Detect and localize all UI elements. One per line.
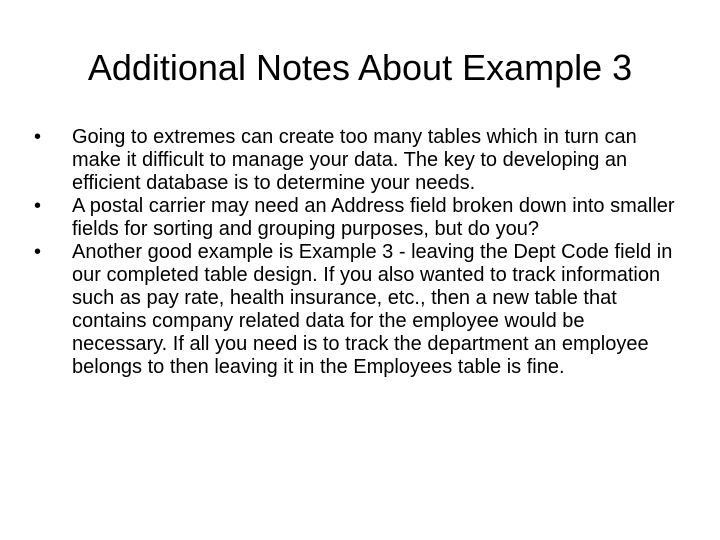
bullet-item — [34, 195, 684, 241]
slide-title: Additional Notes About Example 3 — [87, 47, 633, 88]
bullet-marker: • — [34, 126, 42, 148]
bullet-text: Going to extremes can create too many tables which in turn can make it difficult to manage your data. The key to developing an efficient database is to determine your needs. — [72, 126, 637, 194]
bullet-marker: • — [34, 195, 42, 217]
bullet-text: Another good example is Example 3 - leaving the Dept Code field in our completed table design. If you also wanted to track information such as pay rate, health insurance, etc., then a new table that contains company related data for the employee would be necessary. If all you need is to track the department an employee belongs to then leaving it in the Employees table is fine. — [72, 241, 673, 378]
bullet-item — [34, 241, 684, 379]
bullet-list — [34, 126, 684, 379]
bullet-text: A postal carrier may need an Address field broken down into smaller fields for sorting and grouping purposes, but do you? — [72, 195, 675, 240]
bullet-item — [34, 126, 684, 195]
bullet-marker: • — [34, 241, 42, 263]
